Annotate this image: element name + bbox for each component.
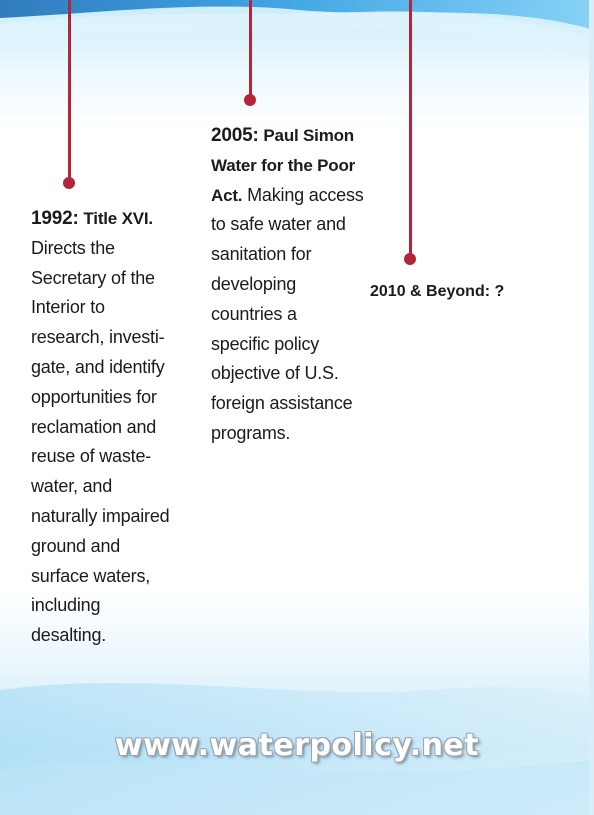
entry-line: desalting. <box>31 625 107 646</box>
right-edge-shade <box>589 0 594 815</box>
entry-line: surface waters, <box>31 565 151 586</box>
entry-line: foreign assistance <box>211 393 353 414</box>
top-wave-highlight <box>0 11 594 62</box>
entry-year: 2005: <box>211 125 259 146</box>
entry-line: water, and <box>31 476 113 497</box>
marker-stem-2005 <box>249 0 252 97</box>
entry-line: opportunities for <box>31 386 157 407</box>
entry-line: objective of U.S. <box>211 363 339 384</box>
entry-line: research, investi- <box>31 327 165 348</box>
entry-1992-heading <box>31 204 201 234</box>
entry-text: Making access <box>247 184 364 205</box>
entry-line: ground and <box>31 535 121 556</box>
entry-title: Title XVI. <box>83 209 153 228</box>
entry-line: programs. <box>211 422 291 443</box>
entry-line: sanitation for <box>211 244 312 265</box>
entry-2005-heading <box>211 121 386 151</box>
timeline-entry-2010: 2010 & Beyond: ? <box>370 283 505 300</box>
entry-line: reuse of waste- <box>31 446 152 467</box>
entry-line: Directs the <box>31 237 115 258</box>
entry-title: Paul Simon <box>263 126 354 145</box>
entry-line: to safe water and <box>211 214 346 235</box>
entry-year: 1992: <box>31 208 79 229</box>
entry-line: Secretary of the <box>31 267 155 288</box>
entry-title: Water for the Poor <box>211 155 356 175</box>
entry-line: reclamation and <box>31 416 157 437</box>
entry-line: specific policy <box>211 333 320 354</box>
entry-line: including <box>31 595 101 616</box>
entry-line: gate, and identify <box>31 356 165 377</box>
timeline-entry-1992 <box>31 204 201 651</box>
entry-line: countries a <box>211 303 297 324</box>
marker-dot-1992 <box>63 177 75 189</box>
entry-line <box>211 181 386 211</box>
entry-line: naturally impaired <box>31 505 170 526</box>
entry-line: developing <box>211 273 297 294</box>
marker-dot-2010 <box>404 253 416 265</box>
timeline-entry-2005 <box>211 121 386 449</box>
marker-stem-1992 <box>68 0 71 180</box>
entry-line: Interior to <box>31 297 105 318</box>
marker-dot-2005 <box>244 94 256 106</box>
entry-title: Act. <box>211 185 243 205</box>
website-url: www.waterpolicy.net <box>114 728 480 763</box>
marker-stem-2010 <box>409 0 412 256</box>
